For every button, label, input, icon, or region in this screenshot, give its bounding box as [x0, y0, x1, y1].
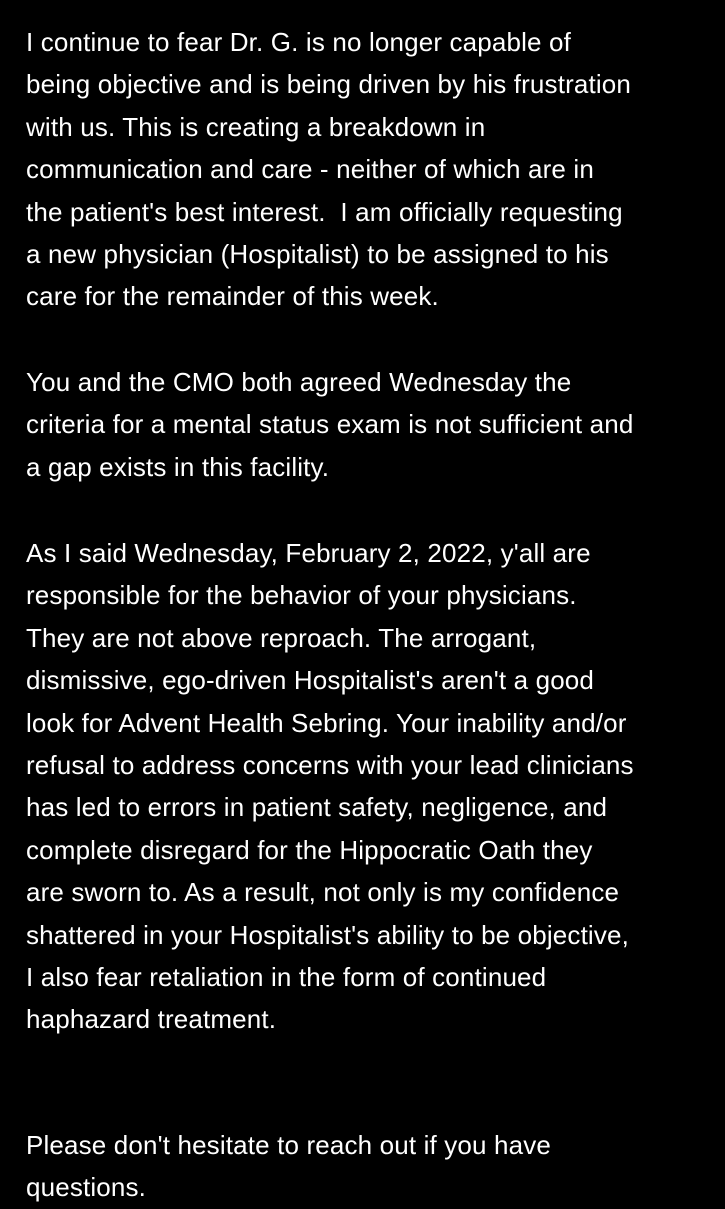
text-line: They are not above reproach. The arrogant,	[26, 622, 537, 653]
text-line: are sworn to. As a result, not only is my confidence	[26, 877, 620, 908]
paragraph-request-new-physician	[26, 21, 631, 318]
text-line: criteria for a mental status exam is not sufficient and	[26, 409, 634, 440]
paragraph-physician-behavior	[26, 532, 634, 1041]
text-line: responsible for the behavior of your physicians.	[26, 580, 577, 611]
paragraph-mental-status-exam	[26, 361, 634, 488]
text-line: haphazard treatment.	[26, 1004, 277, 1035]
text-line: with us. This is creating a breakdown in	[26, 111, 486, 142]
text-line: care for the remainder of this week.	[26, 281, 439, 312]
text-line: a gap exists in this facility.	[26, 451, 330, 482]
text-line: communication and care - neither of which are in	[26, 154, 594, 185]
text-line: shattered in your Hospitalist's ability to be objective,	[26, 919, 629, 950]
text-line: I also fear retaliation in the form of continued	[26, 962, 547, 993]
text-line: a new physician (Hospitalist) to be assigned to his	[26, 239, 609, 270]
text-line: look for Advent Health Sebring. Your inability and/or	[26, 707, 627, 738]
text-line: complete disregard for the Hippocratic Oath they	[26, 834, 593, 865]
paragraph-closing	[26, 1124, 551, 1209]
text-line: I continue to fear Dr. G. is no longer capable of	[26, 27, 571, 57]
text-line: You and the CMO both agreed Wednesday the	[26, 367, 572, 397]
text-line: dismissive, ego-driven Hospitalist's aren't a good	[26, 665, 595, 696]
text-line: Please don't hesitate to reach out if you have	[26, 1130, 551, 1160]
text-line: questions.	[26, 1172, 147, 1203]
text-line: refusal to address concerns with your lead clinicians	[26, 750, 634, 781]
text-line: has led to errors in patient safety, negligence, and	[26, 792, 608, 823]
text-line: being objective and is being driven by his frustration	[26, 69, 632, 100]
text-line: the patient's best interest. I am officially requesting	[26, 196, 623, 227]
text-line: As I said Wednesday, February 2, 2022, y'all are	[26, 538, 591, 568]
